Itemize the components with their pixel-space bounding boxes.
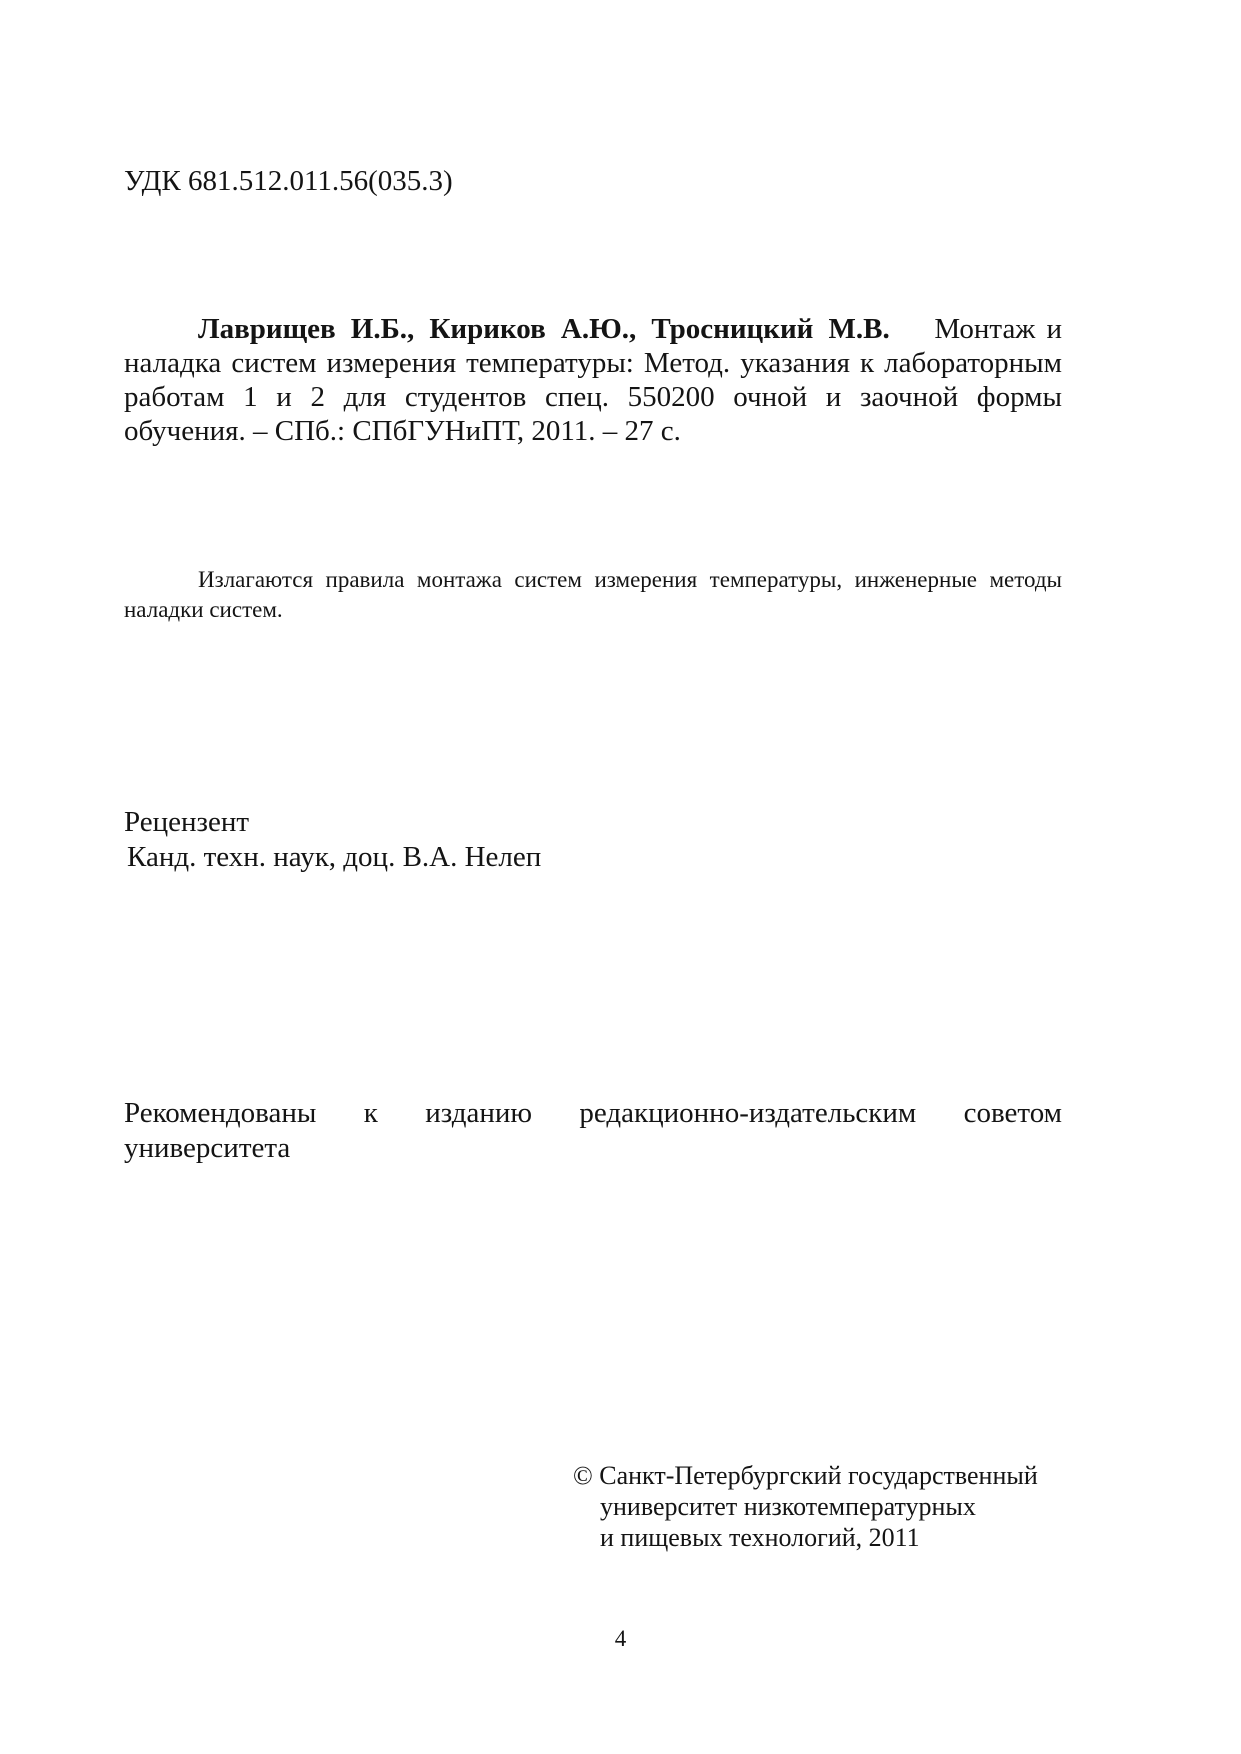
copyright-line-3: и пищевых технологий, 2011	[600, 1523, 920, 1552]
recommendation-text: Рекомендованы к изданию редакционно-издательским советом университета	[124, 1097, 1062, 1164]
reviewer-label: Рецензент	[124, 806, 250, 838]
udk-code: УДК 681.512.011.56(035.3)	[124, 165, 453, 197]
copyright-line-1: © Санкт-Петербургский государственный	[573, 1461, 1038, 1490]
authors: Лаврищев И.Б., Кириков А.Ю., Тросницкий М.В.	[198, 313, 890, 345]
bibliographic-record	[124, 312, 1062, 448]
copyright-line-2: университет низкотемпературных	[600, 1492, 976, 1521]
copyright-block	[573, 1460, 1038, 1553]
abstract: Излагаются правила монтажа систем измерения температуры, инженерные методы наладки систем.	[124, 567, 1062, 622]
reviewer-block	[124, 805, 541, 875]
bibliographic-description: Монтаж и наладка систем измерения температуры: Метод. указания к лабораторным работам 1 и 2 для студентов спец. 550200 очной и заочной формы обучения. – СПб.: СПбГУНиПТ, 2011. – 27 с.	[124, 313, 1063, 447]
page-number: 4	[614, 1626, 627, 1651]
reviewer-name: Канд. техн. наук, доц. В.А. Нелеп	[127, 841, 542, 873]
